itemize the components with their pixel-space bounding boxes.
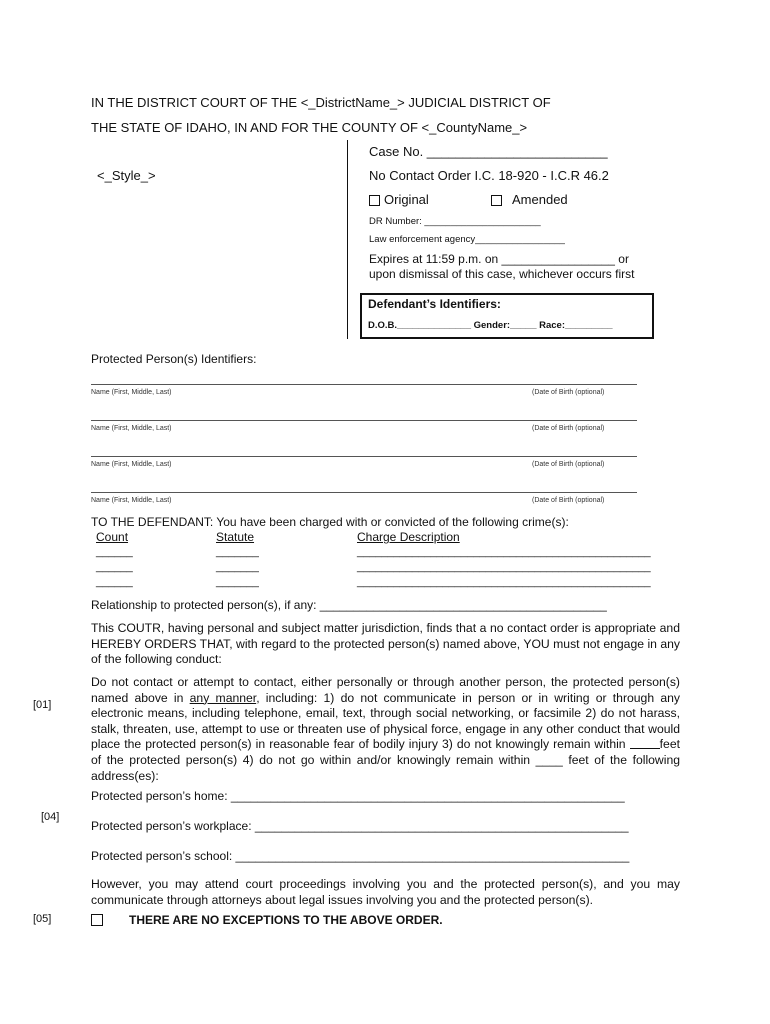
dob-label: (Date of Birth (optional) (532, 425, 605, 432)
no-exceptions-checkbox[interactable] (91, 914, 103, 926)
any-manner-text: any manner (189, 690, 257, 705)
description-column-header: Charge Description (357, 530, 460, 544)
conduct-text-part2: , including: 1) do not communicate in person or in writing or through any electronic means, including telephone, email, text, through social networking, or facsimile 2) do not harass, stalk, threaten, use, attempt to use or threaten use of physical force, engage in any other conduct that would place the protected person(s) in reasonable fear of bodily injury 3) do not knowingly remain within (91, 690, 680, 752)
no-exceptions-label: THERE ARE NO EXCEPTIONS TO THE ABOVE ORDER. (129, 913, 443, 927)
section-marker-01: [01] (33, 699, 52, 711)
name-label: Name (First, Middle, Last) (91, 425, 172, 432)
order-title: No Contact Order I.C. 18-920 - I.C.R 46.2 (369, 168, 609, 183)
amended-option[interactable] (491, 192, 568, 207)
home-address-field[interactable]: Protected person’s home: ___________________________________________________________ (91, 789, 625, 803)
workplace-address-field[interactable]: Protected person’s workplace: ________________________________________________________ (91, 819, 629, 833)
original-label: Original (384, 192, 429, 207)
school-address-field[interactable]: Protected person’s school: ___________________________________________________________ (91, 849, 630, 863)
count-blank[interactable]: ______ (96, 576, 133, 588)
amended-label: Amended (512, 192, 568, 207)
dr-number-field[interactable]: DR Number: ______________________ (369, 216, 541, 227)
case-style: <_Style_> (97, 168, 156, 183)
count-blank[interactable]: ______ (96, 561, 133, 573)
dob-label: (Date of Birth (optional) (532, 461, 605, 468)
statute-blank[interactable]: _______ (216, 546, 259, 558)
conduct-text-part3: feet of the protected person(s) 4) do not go within and/or knowingly remain within ____ feet of the following address(es): (91, 737, 680, 783)
count-blank[interactable]: ______ (96, 546, 133, 558)
exceptions-paragraph: However, you may attend court proceedings involving you and the protected person(s), and you may communicate through attorneys about legal issues involving you and the protected person(s). (91, 877, 680, 907)
conduct-text-part1: Do not contact or attempt to contact, either personally or through another person, the protected person(s) named above in (91, 675, 680, 705)
court-header-line2: THE STATE OF IDAHO, IN AND FOR THE COUNTY OF <_CountyName_> (91, 120, 528, 135)
description-blank[interactable]: ________________________________________________ (357, 561, 651, 573)
dob-label: (Date of Birth (optional) (532, 389, 605, 396)
protected-person-line[interactable] (91, 384, 637, 385)
court-header-line1: IN THE DISTRICT COURT OF THE <_DistrictName_> JUDICIAL DISTRICT OF (91, 95, 551, 110)
original-checkbox[interactable] (369, 195, 380, 206)
expires-line1: Expires at 11:59 p.m. on _________________ or (369, 252, 629, 266)
case-number-field[interactable]: Case No. _________________________ (369, 144, 608, 159)
caption-divider (347, 140, 348, 339)
conduct-paragraph (91, 675, 680, 784)
law-enforcement-field[interactable]: Law enforcement agency_________________ (369, 234, 565, 245)
charges-intro: TO THE DEFENDANT: You have been charged with or convicted of the following crime(s): (91, 515, 569, 529)
no-exceptions-option[interactable] (91, 913, 443, 927)
defendant-identifiers-title: Defendant’s Identifiers: (368, 297, 501, 311)
relationship-field[interactable]: Relationship to protected person(s), if any: ___________________________________________ (91, 598, 607, 612)
name-label: Name (First, Middle, Last) (91, 461, 172, 468)
original-option[interactable] (369, 192, 429, 207)
dob-label: (Date of Birth (optional) (532, 497, 605, 504)
expires-line2: upon dismissal of this case, whichever occurs first (369, 267, 635, 281)
statute-blank[interactable]: _______ (216, 576, 259, 588)
statute-blank[interactable]: _______ (216, 561, 259, 573)
section-marker-05: [05] (33, 913, 52, 925)
amended-checkbox[interactable] (491, 195, 502, 206)
protected-person-line[interactable] (91, 456, 637, 457)
description-blank[interactable]: ________________________________________________ (357, 576, 651, 588)
protected-person-line[interactable] (91, 420, 637, 421)
count-column-header: Count (96, 530, 129, 544)
defendant-identifiers-fields[interactable]: D.O.B.______________ Gender:_____ Race:_________ (368, 320, 613, 331)
section-marker-04: [04] (41, 811, 60, 823)
name-label: Name (First, Middle, Last) (91, 389, 172, 396)
court-finding-paragraph: This COUTR, having personal and subject matter jurisdiction, finds that a no contact order is appropriate and HEREBY ORDERS THAT, with regard to the protected person(s) named above, YOU must not engage in any of the following conduct: (91, 621, 680, 667)
name-label: Name (First, Middle, Last) (91, 497, 172, 504)
statute-column-header: Statute (216, 530, 255, 544)
protected-persons-heading: Protected Person(s) Identifiers: (91, 352, 257, 366)
description-blank[interactable]: ________________________________________________ (357, 546, 651, 558)
feet-distance-blank[interactable] (630, 737, 660, 749)
protected-person-line[interactable] (91, 492, 637, 493)
